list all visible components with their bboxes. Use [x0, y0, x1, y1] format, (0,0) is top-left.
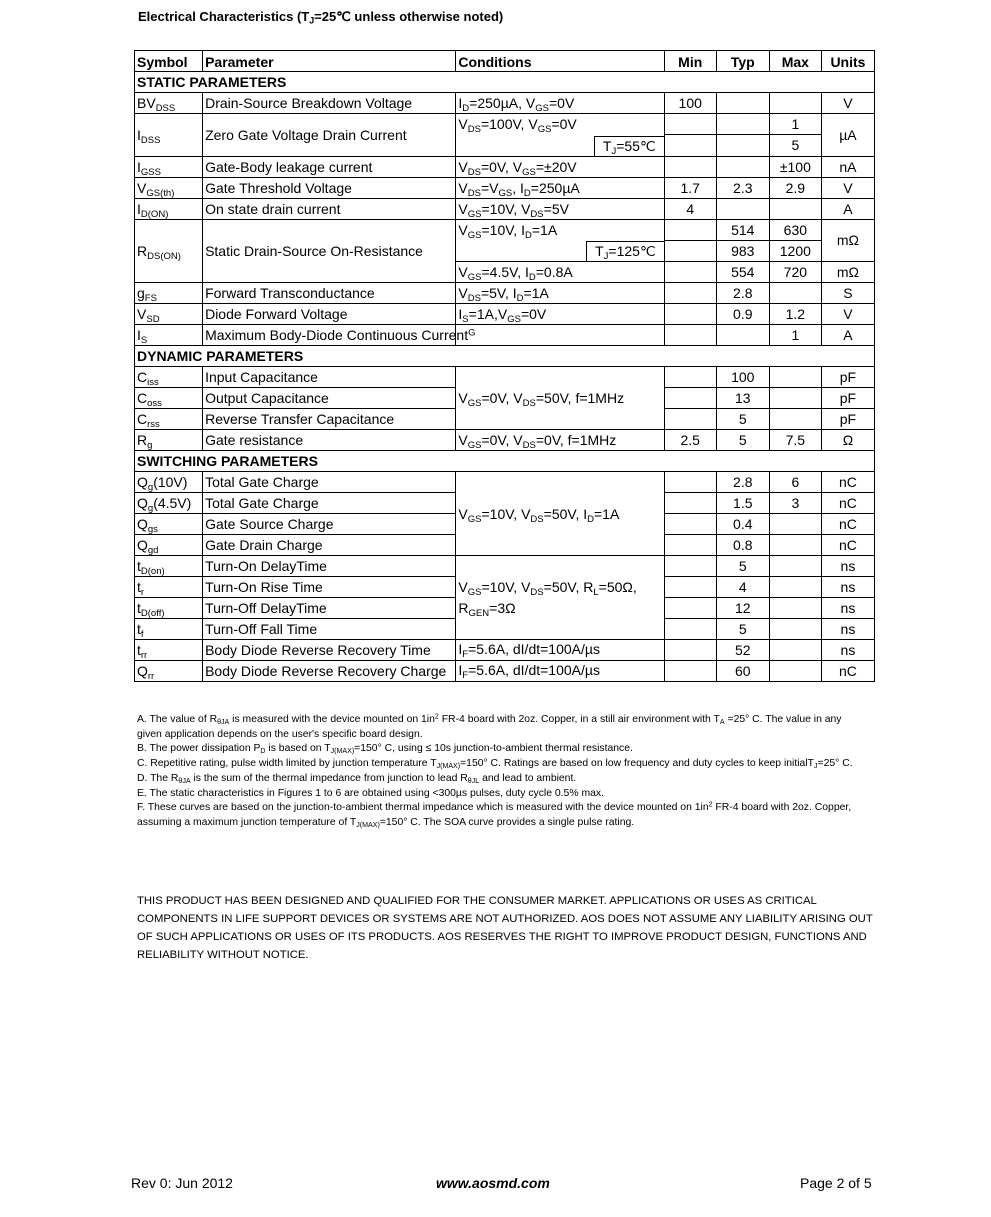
min-cell — [664, 409, 716, 430]
typ-cell: 0.9 — [716, 304, 769, 325]
condition-cell: $V_{DS}=0V$, $V_{GS}=\pm 20V$ — [456, 156, 664, 177]
typ-cell — [716, 325, 769, 346]
max-cell — [769, 640, 821, 661]
condition-cell: $V_{DS}=100V$, $V_{GS}=0V$ — [456, 114, 664, 135]
note-f: F. These curves are based on the junction-to-ambient thermal impedance which is measured with the device mounted on $1in^2$ FR-4 board with 2oz. Copper, assuming a maximum junction temperature of $T_{J(MAX)}=150^\circ$ C. The SOA curve provides a single pulse rating. — [137, 801, 852, 830]
unit-cell: ns — [821, 619, 874, 640]
typ-cell: 0.8 — [716, 535, 769, 556]
parameter-cell: Gate-Body leakage current — [203, 156, 456, 177]
min-cell — [664, 219, 716, 240]
symbol-cell: $I_{GSS}$ — [135, 156, 203, 177]
typ-cell: 514 — [716, 219, 769, 240]
symbol-cell: $g_{FS}$ — [135, 283, 203, 304]
min-cell — [664, 388, 716, 409]
unit-cell: nC — [821, 493, 874, 514]
parameter-cell: Input Capacitance — [203, 367, 456, 388]
min-cell: 100 — [664, 93, 716, 114]
note-c: C. Repetitive rating, pulse width limited by junction temperature $T_{J(MAX)}=150^\circ$ C. Ratings are based on low frequency and duty cycles to keep initialT$_J$=25° C. — [137, 758, 853, 771]
typ-cell: 2.8 — [716, 472, 769, 493]
footer-revision: Rev 0: Jun 2012 — [131, 1175, 233, 1191]
min-cell — [664, 283, 716, 304]
max-cell: 3 — [769, 493, 821, 514]
max-cell — [769, 388, 821, 409]
min-cell — [664, 325, 716, 346]
table-row — [135, 430, 875, 451]
parameter-cell: Maximum Body-Diode Continuous Current$^G$ — [203, 325, 456, 346]
page-title: Electrical Characteristics ($T_J=25℃$ unless otherwise noted) — [138, 9, 504, 26]
symbol-cell: $t_{D(off)}$ — [135, 598, 203, 619]
table-row — [135, 93, 875, 114]
max-cell — [769, 556, 821, 577]
parameter-cell: Body Diode Reverse Recovery Time — [203, 640, 456, 661]
section-static: STATIC PARAMETERS — [135, 72, 875, 93]
condition-cell: $V_{GS}=0V$, $V_{DS}=0V$, f=1MHz — [456, 430, 664, 451]
min-cell — [664, 472, 716, 493]
footer-website-link[interactable]: www.aosmd.com — [436, 1175, 550, 1191]
min-cell — [664, 156, 716, 177]
condition-cell: $V_{GS}=10V$, $I_D=1A$ — [456, 219, 664, 240]
max-cell: 5 — [769, 135, 821, 157]
typ-cell: 1.5 — [716, 493, 769, 514]
note-b: B. The power dissipation $P_D$ is based on $T_{J(MAX)}=150^\circ$ C, using ≤ 10s junction-to-ambient thermal resistance. — [137, 743, 633, 756]
unit-cell: V — [821, 304, 874, 325]
min-cell — [664, 240, 716, 262]
parameter-cell: Output Capacitance — [203, 388, 456, 409]
condition-cell — [456, 240, 664, 262]
unit-cell: nC — [821, 514, 874, 535]
unit-cell: ns — [821, 577, 874, 598]
parameter-cell: Gate resistance — [203, 430, 456, 451]
table-row — [135, 156, 875, 177]
min-cell — [664, 304, 716, 325]
typ-cell: 52 — [716, 640, 769, 661]
unit-cell: ns — [821, 598, 874, 619]
symbol-cell: $R_g$ — [135, 430, 203, 451]
symbol-cell: $t_{D(on)}$ — [135, 556, 203, 577]
max-cell — [769, 409, 821, 430]
unit-cell: V — [821, 177, 874, 198]
condition-cell: $I_D=250\mu A$, $V_{GS}=0V$ — [456, 93, 664, 114]
note-e: E. The static characteristics in Figures 1 to 6 are obtained using <300µs pulses, duty cycle 0.5% max. — [137, 787, 604, 799]
max-cell — [769, 514, 821, 535]
header-units: Units — [821, 51, 874, 72]
unit-cell: V — [821, 93, 874, 114]
table-row — [135, 114, 875, 135]
typ-cell: 60 — [716, 661, 769, 682]
condition-cell: $V_{GS}=0V$, $V_{DS}=50V$, f=1MHz — [456, 367, 664, 430]
max-cell: 630 — [769, 219, 821, 240]
min-cell — [664, 598, 716, 619]
typ-cell: 5 — [716, 619, 769, 640]
max-cell: 1.2 — [769, 304, 821, 325]
typ-cell: 5 — [716, 430, 769, 451]
unit-cell: pF — [821, 409, 874, 430]
header-conditions: Conditions — [456, 51, 664, 72]
table-row — [135, 661, 875, 682]
unit-cell: Ω — [821, 430, 874, 451]
header-typ: Typ — [716, 51, 769, 72]
typ-cell: 100 — [716, 367, 769, 388]
symbol-cell: $I_{D(ON)}$ — [135, 198, 203, 219]
unit-cell: nC — [821, 535, 874, 556]
symbol-cell: $BV_{DSS}$ — [135, 93, 203, 114]
min-cell — [664, 493, 716, 514]
parameter-cell: Total Gate Charge — [203, 493, 456, 514]
parameter-cell: Gate Threshold Voltage — [203, 177, 456, 198]
unit-cell: pF — [821, 388, 874, 409]
symbol-cell: $R_{DS(ON)}$ — [135, 219, 203, 283]
section-switching: SWITCHING PARAMETERS — [135, 451, 875, 472]
unit-cell: pF — [821, 367, 874, 388]
max-cell: 2.9 — [769, 177, 821, 198]
condition-cell: $V_{GS}=10V$, $V_{DS}=50V$, $R_L=50\Omega$, $R_{GEN}=3\Omega$ — [456, 556, 664, 640]
symbol-cell: $Q_{gd}$ — [135, 535, 203, 556]
parameter-cell: Total Gate Charge — [203, 472, 456, 493]
parameter-cell: Diode Forward Voltage — [203, 304, 456, 325]
parameter-cell: Gate Drain Charge — [203, 535, 456, 556]
parameter-cell: On state drain current — [203, 198, 456, 219]
section-dynamic: DYNAMIC PARAMETERS — [135, 346, 875, 367]
table-row — [135, 177, 875, 198]
header-max: Max — [769, 51, 821, 72]
max-cell: 1200 — [769, 240, 821, 262]
footer-page-number: Page 2 of 5 — [800, 1175, 872, 1191]
condition-cell: $I_S=1A,V_{GS}=0V$ — [456, 304, 664, 325]
min-cell — [664, 514, 716, 535]
max-cell: ±100 — [769, 156, 821, 177]
typ-cell — [716, 198, 769, 219]
max-cell: 720 — [769, 262, 821, 283]
symbol-cell: $I_{DSS}$ — [135, 114, 203, 157]
max-cell — [769, 198, 821, 219]
unit-cell: mΩ — [821, 219, 874, 262]
symbol-cell: $C_{rss}$ — [135, 409, 203, 430]
max-cell — [769, 619, 821, 640]
footnotes — [137, 713, 867, 831]
symbol-cell: $Q_g(4.5V)$ — [135, 493, 203, 514]
table-row — [135, 304, 875, 325]
table-row — [135, 219, 875, 240]
unit-cell: nC — [821, 472, 874, 493]
condition-cell: $I_F=5.6A$, dI/dt=100A/µs — [456, 640, 664, 661]
min-cell — [664, 114, 716, 135]
min-cell — [664, 135, 716, 157]
min-cell — [664, 577, 716, 598]
typ-cell: 983 — [716, 240, 769, 262]
max-cell — [769, 93, 821, 114]
typ-cell: 5 — [716, 556, 769, 577]
symbol-cell: $t_{rr}$ — [135, 640, 203, 661]
parameter-cell: Turn-On DelayTime — [203, 556, 456, 577]
unit-cell: nC — [821, 661, 874, 682]
symbol-cell: $Q_{rr}$ — [135, 661, 203, 682]
section-row — [135, 72, 875, 93]
parameter-cell: Zero Gate Voltage Drain Current — [203, 114, 456, 157]
condition-cell — [456, 135, 664, 157]
table-row — [135, 472, 875, 493]
min-cell: 1.7 — [664, 177, 716, 198]
max-cell — [769, 535, 821, 556]
table-header-row — [135, 51, 875, 72]
symbol-cell: $C_{oss}$ — [135, 388, 203, 409]
condition-cell — [456, 325, 664, 346]
condition-cell: $V_{DS}=5V$, $I_D=1A$ — [456, 283, 664, 304]
section-row — [135, 451, 875, 472]
table-row — [135, 198, 875, 219]
symbol-cell: $Q_{gs}$ — [135, 514, 203, 535]
table-row — [135, 640, 875, 661]
symbol-cell: $t_f$ — [135, 619, 203, 640]
typ-cell: 5 — [716, 409, 769, 430]
condition-cell: $V_{GS}=4.5V$, $I_D=0.8A$ — [456, 262, 664, 283]
typ-cell: 554 — [716, 262, 769, 283]
unit-cell: S — [821, 283, 874, 304]
condition-cell: $I_F=5.6A$, dI/dt=100A/µs — [456, 661, 664, 682]
disclaimer: THIS PRODUCT HAS BEEN DESIGNED AND QUALIFIED FOR THE CONSUMER MARKET. APPLICATIONS OR USES AS CRITICAL COMPONENTS IN LIFE SUPPORT DEVICES OR SYSTEMS ARE NOT AUTHORIZED. AOS DOES NOT ASSUME ANY LIABILITY ARISING OUT OF SUCH APPLICATIONS OR USES OF ITS PRODUCTS. AOS RESERVES THE RIGHT TO IMPROVE PRODUCT DESIGN, FUNCTIONS AND RELIABILITY WITHOUT NOTICE. — [137, 895, 873, 961]
min-cell — [664, 661, 716, 682]
header-parameter: Parameter — [203, 51, 456, 72]
typ-cell: 2.3 — [716, 177, 769, 198]
max-cell: 6 — [769, 472, 821, 493]
parameter-cell: Turn-Off DelayTime — [203, 598, 456, 619]
header-min: Min — [664, 51, 716, 72]
temperature-condition: $T_J=125℃$ — [586, 241, 664, 261]
typ-cell: 13 — [716, 388, 769, 409]
typ-cell — [716, 114, 769, 135]
unit-cell: A — [821, 325, 874, 346]
parameter-cell: Drain-Source Breakdown Voltage — [203, 93, 456, 114]
typ-cell: 2.8 — [716, 283, 769, 304]
min-cell — [664, 619, 716, 640]
temperature-condition: $T_J=55℃$ — [594, 136, 664, 156]
max-cell — [769, 577, 821, 598]
symbol-cell: $C_{iss}$ — [135, 367, 203, 388]
condition-cell: $V_{DS}=V_{GS}$, $I_D=250\mu A$ — [456, 177, 664, 198]
table-row — [135, 556, 875, 577]
parameter-cell: Reverse Transfer Capacitance — [203, 409, 456, 430]
table-row — [135, 325, 875, 346]
min-cell — [664, 640, 716, 661]
symbol-cell: $t_r$ — [135, 577, 203, 598]
note-d: D. The $R_{\theta JA}$ is the sum of the thermal impedance from junction to lead $R_{\theta JL}$ and lead to ambient. — [137, 772, 577, 785]
max-cell: 1 — [769, 325, 821, 346]
min-cell: 4 — [664, 198, 716, 219]
parameter-cell: Turn-Off Fall Time — [203, 619, 456, 640]
min-cell — [664, 535, 716, 556]
section-row — [135, 346, 875, 367]
table-row — [135, 283, 875, 304]
electrical-characteristics-table — [134, 50, 875, 682]
typ-cell: 12 — [716, 598, 769, 619]
unit-cell: mΩ — [821, 262, 874, 283]
unit-cell: nA — [821, 156, 874, 177]
unit-cell: ns — [821, 640, 874, 661]
typ-cell — [716, 156, 769, 177]
max-cell — [769, 598, 821, 619]
min-cell — [664, 262, 716, 283]
min-cell — [664, 556, 716, 577]
condition-cell: $V_{GS}=10V$, $V_{DS}=50V$, $I_D=1A$ — [456, 472, 664, 556]
max-cell: 7.5 — [769, 430, 821, 451]
symbol-cell: $Q_g(10V)$ — [135, 472, 203, 493]
symbol-cell: $V_{GS(th)}$ — [135, 177, 203, 198]
table-row — [135, 367, 875, 388]
max-cell — [769, 661, 821, 682]
header-symbol: Symbol — [135, 51, 203, 72]
condition-cell: $V_{GS}=10V$, $V_{DS}=5V$ — [456, 198, 664, 219]
note-a: A. The value of $R_{\theta JA}$ is measured with the device mounted on $1in^2$ FR-4 board with 2oz. Copper, in a still air environment with $T_A =25^\circ$ C. The value in any given application depends on the user's specific board design. — [137, 713, 842, 740]
min-cell — [664, 367, 716, 388]
unit-cell: A — [821, 198, 874, 219]
typ-cell: 0.4 — [716, 514, 769, 535]
parameter-cell: Gate Source Charge — [203, 514, 456, 535]
parameter-cell: Forward Transconductance — [203, 283, 456, 304]
symbol-cell: $I_S$ — [135, 325, 203, 346]
typ-cell: 4 — [716, 577, 769, 598]
unit-cell: µA — [821, 114, 874, 157]
symbol-cell: $V_{SD}$ — [135, 304, 203, 325]
max-cell — [769, 367, 821, 388]
parameter-cell: Body Diode Reverse Recovery Charge — [203, 661, 456, 682]
typ-cell — [716, 93, 769, 114]
parameter-cell: Static Drain-Source On-Resistance — [203, 219, 456, 283]
min-cell: 2.5 — [664, 430, 716, 451]
unit-cell: ns — [821, 556, 874, 577]
max-cell: 1 — [769, 114, 821, 135]
typ-cell — [716, 135, 769, 157]
max-cell — [769, 283, 821, 304]
parameter-cell: Turn-On Rise Time — [203, 577, 456, 598]
